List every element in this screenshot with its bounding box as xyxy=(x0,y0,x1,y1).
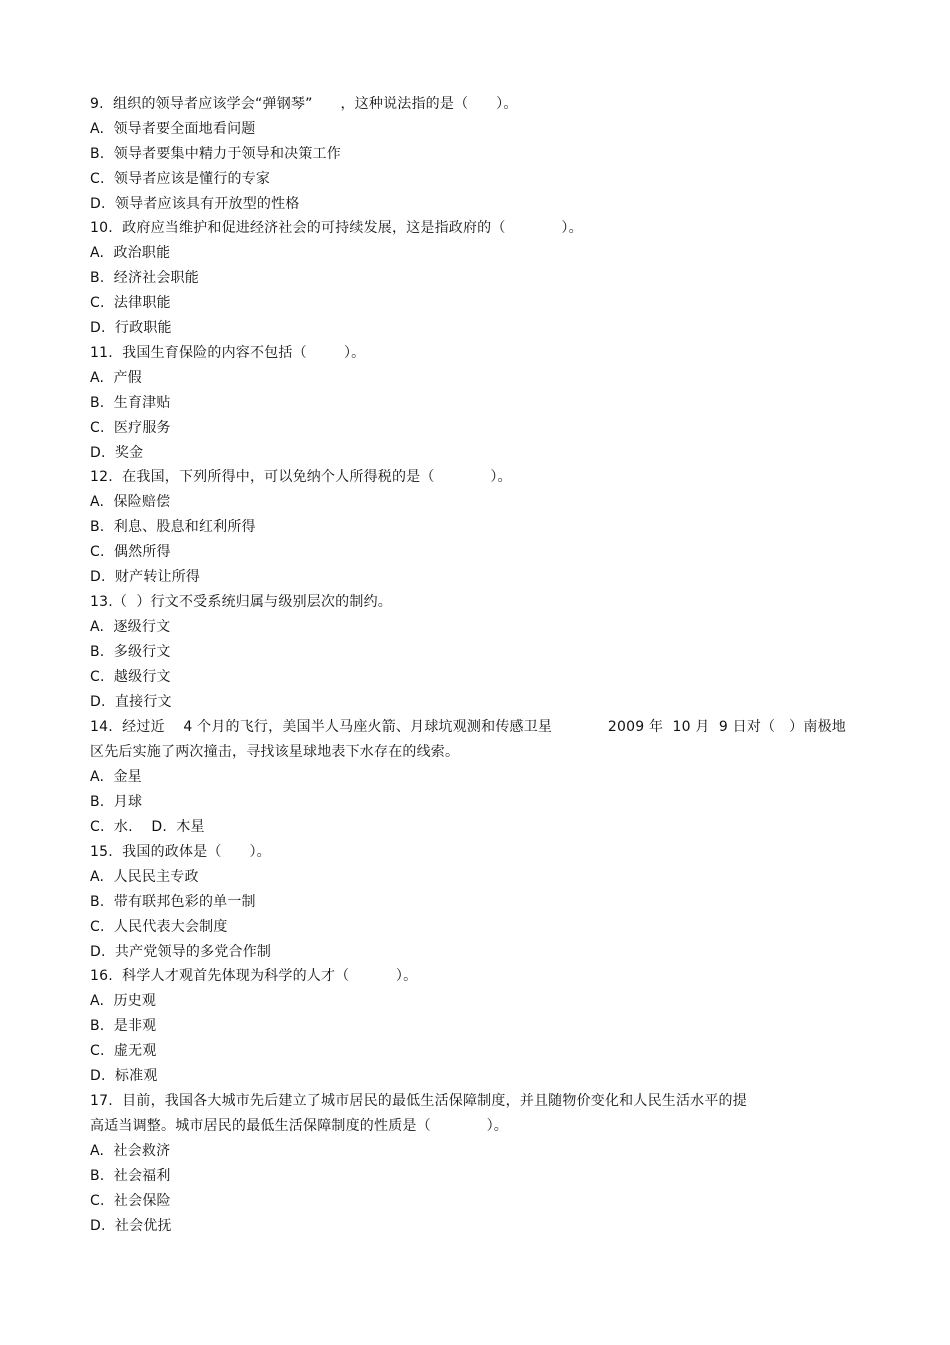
answer-option: B. 利息、股息和红利所得 xyxy=(90,519,256,535)
answer-option: D. 标准观 xyxy=(90,1068,158,1084)
answer-option: A. 领导者要全面地看问题 xyxy=(90,121,256,137)
answer-option: D. 直接行文 xyxy=(90,694,172,710)
answer-option: D. 领导者应该具有开放型的性格 xyxy=(90,196,300,212)
answer-option: C. 社会保险 xyxy=(90,1193,171,1209)
answer-option: B. 带有联邦色彩的单一制 xyxy=(90,894,256,910)
answer-option: D. 行政职能 xyxy=(90,320,172,336)
question-text: 10. 政府应当维护和促进经济社会的可持续发展，这是指政府的（ ）。 xyxy=(90,220,583,236)
question-text: 16. 科学人才观首先体现为科学的人才（ ）。 xyxy=(90,968,418,984)
question-text: 9. 组织的领导者应该学会“弹钢琴” ，这种说法指的是（ ）。 xyxy=(90,96,518,112)
answer-option: C. 领导者应该是懂行的专家 xyxy=(90,171,271,187)
answer-option: D. 共产党领导的多党合作制 xyxy=(90,944,272,960)
answer-option: B. 多级行文 xyxy=(90,644,171,660)
answer-option: A. 金星 xyxy=(90,769,142,785)
text-line: 高适当调整。城市居民的最低生活保障制度的性质是（ ）。 xyxy=(90,1118,509,1134)
answer-option: C. 虚无观 xyxy=(90,1043,157,1059)
answer-option: C. 人民代表大会制度 xyxy=(90,919,228,935)
answer-option: C. 水. D. 木星 xyxy=(90,819,205,835)
answer-option: A. 逐级行文 xyxy=(90,619,171,635)
answer-option: B. 生育津贴 xyxy=(90,395,171,411)
question-text: 15. 我国的政体是（ ）。 xyxy=(90,844,271,860)
answer-option: C. 法律职能 xyxy=(90,295,171,311)
answer-option: D. 奖金 xyxy=(90,445,144,461)
answer-option: D. 社会优抚 xyxy=(90,1218,172,1234)
answer-option: A. 政治职能 xyxy=(90,245,171,261)
answer-option: B. 领导者要集中精力于领导和决策工作 xyxy=(90,146,341,162)
answer-option: B. 社会福利 xyxy=(90,1168,171,1184)
question-text: 13.（ ）行文不受系统归属与级别层次的制约。 xyxy=(90,594,392,610)
answer-option: C. 医疗服务 xyxy=(90,420,171,436)
question-text: 14. 经过近 4 个月的飞行，美国半人马座火箭、月球坑观测和传感卫星 2009 年 10 月 9 日对（ ）南极地 xyxy=(90,719,846,735)
answer-option: B. 月球 xyxy=(90,794,143,810)
answer-option: A. 社会救济 xyxy=(90,1143,171,1159)
answer-option: C. 偶然所得 xyxy=(90,544,171,560)
question-text: 17. 目前，我国各大城市先后建立了城市居民的最低生活保障制度，并且随物价变化和人民生活水平的提 xyxy=(90,1093,747,1109)
answer-option: B. 经济社会职能 xyxy=(90,270,199,286)
text-line: 区先后实施了两次撞击，寻找该星球地表下水存在的线索。 xyxy=(90,744,460,760)
answer-option: B. 是非观 xyxy=(90,1018,157,1034)
question-text: 12. 在我国，下列所得中，可以免纳个人所得税的是（ ）。 xyxy=(90,469,512,485)
answer-option: A. 产假 xyxy=(90,370,142,386)
answer-option: A. 历史观 xyxy=(90,993,157,1009)
answer-option: A. 人民民主专政 xyxy=(90,869,199,885)
question-text: 11. 我国生育保险的内容不包括（ ）。 xyxy=(90,345,366,361)
answer-option: C. 越级行文 xyxy=(90,669,171,685)
answer-option: A. 保险赔偿 xyxy=(90,494,171,510)
answer-option: D. 财产转让所得 xyxy=(90,569,201,585)
